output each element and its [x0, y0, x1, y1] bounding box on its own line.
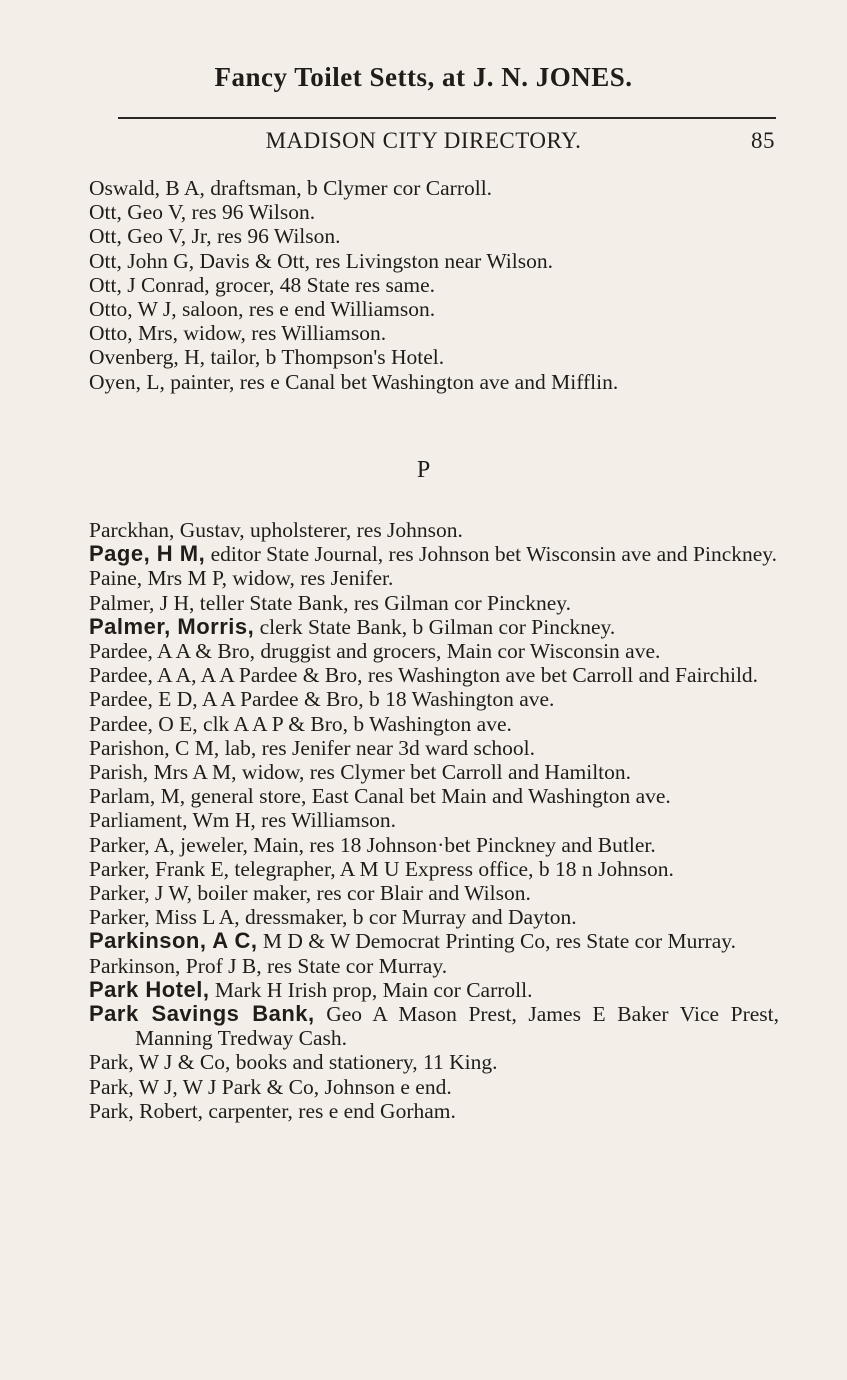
entry-text: Park, W J & Co, books and stationery, 11 King.: [89, 1050, 498, 1075]
directory-entry: [89, 297, 779, 321]
entry-text: Paine, Mrs M P, widow, res Jenifer.: [89, 566, 394, 591]
entry-text: Ott, J Conrad, grocer, 48 State res same.: [89, 272, 436, 297]
header-rule: [118, 117, 776, 119]
entry-text: Palmer, J H, teller State Bank, res Gilman cor Pinckney.: [89, 590, 571, 615]
directory-entry: [89, 615, 779, 639]
entry-text: Oswald, B A, draftsman, b Clymer cor Carroll.: [89, 176, 493, 200]
directory-entry: [89, 760, 779, 784]
directory-entry: [89, 370, 779, 394]
advertisement-banner: Fancy Toilet Setts, at J. N. JONES.: [214, 62, 633, 92]
entry-text: Parish, Mrs A M, widow, res Clymer bet Carroll and Hamilton.: [89, 760, 632, 785]
entry-text: Pardee, A A & Bro, druggist and grocers, Main cor Wisconsin ave.: [89, 639, 661, 664]
entry-text: Parker, A, jeweler, Main, res 18 Johnson·bet Pinckney and Butler.: [89, 832, 656, 857]
directory-entry: [89, 833, 779, 857]
directory-entry: [89, 321, 779, 345]
section-letter: P: [416, 457, 431, 483]
entry-bold-name: Palmer, Morris,: [89, 613, 255, 639]
entry-text: Geo A Mason Prest, James E Baker Vice Prest, Manning Tredway Cash.: [135, 1002, 779, 1051]
directory-entry: [89, 663, 779, 687]
directory-entry: [89, 591, 779, 615]
directory-entry: [89, 542, 779, 566]
entry-text: Parckhan, Gustav, upholsterer, res Johnson.: [89, 518, 463, 542]
directory-entry: [89, 518, 779, 542]
entry-text: Park, W J, W J Park & Co, Johnson e end.: [89, 1074, 452, 1099]
entry-text: Parlam, M, general store, East Canal bet Main and Washington ave.: [89, 784, 671, 809]
directory-entry: [89, 978, 779, 1002]
entry-text: Park, Robert, carpenter, res e end Gorham.: [89, 1098, 456, 1123]
directory-entry: [89, 1050, 779, 1074]
directory-entry: [89, 249, 779, 273]
entry-text: Parker, Miss L A, dressmaker, b cor Murray and Dayton.: [89, 905, 577, 930]
entry-text: Parishon, C M, lab, res Jenifer near 3d ward school.: [89, 735, 536, 760]
directory-entry: [89, 200, 779, 224]
entry-text: Oyen, L, painter, res e Canal bet Washington ave and Mifflin.: [89, 369, 619, 394]
directory-entry: [89, 176, 779, 200]
entry-text: M D & W Democrat Printing Co, res State cor Murray.: [257, 929, 736, 954]
entry-text: Ovenberg, H, tailor, b Thompson's Hotel.: [89, 345, 445, 370]
directory-entry: [89, 929, 779, 953]
entry-text: Otto, W J, saloon, res e end Williamson.: [89, 297, 436, 322]
directory-entry: [89, 784, 779, 808]
entry-text: Parker, J W, boiler maker, res cor Blair and Wilson.: [89, 881, 531, 906]
directory-entry: [89, 1002, 779, 1050]
directory-entry: [89, 712, 779, 736]
entry-bold-name: Parkinson, A C,: [89, 928, 258, 954]
entry-text: Parker, Frank E, telegrapher, A M U Express office, b 18 n Johnson.: [89, 856, 674, 881]
directory-entry: [89, 954, 779, 978]
entry-text: editor State Journal, res Johnson bet Wisconsin ave and Pinckney.: [205, 542, 778, 567]
entry-list-p: [89, 518, 779, 1123]
directory-entry: [89, 1075, 779, 1099]
entry-text: Pardee, O E, clk A A P & Bro, b Washington ave.: [89, 711, 512, 736]
running-header: [0, 128, 847, 160]
entry-list-o: [89, 176, 779, 394]
directory-entry: [89, 905, 779, 929]
directory-entry: [89, 1099, 779, 1123]
directory-entry: [89, 881, 779, 905]
entry-text: Ott, Geo V, res 96 Wilson.: [89, 200, 316, 225]
directory-entry: [89, 345, 779, 369]
directory-entry: [89, 224, 779, 248]
entry-text: Mark H Irish prop, Main cor Carroll.: [209, 977, 533, 1002]
entry-bold-name: Park Savings Bank,: [89, 1001, 315, 1027]
directory-entry: [89, 857, 779, 881]
entry-text: Pardee, A A, A A Pardee & Bro, res Washington ave bet Carroll and Fairchild.: [89, 663, 759, 688]
entry-text: clerk State Bank, b Gilman cor Pinckney.: [254, 614, 616, 639]
directory-entry: [89, 736, 779, 760]
entry-text: Otto, Mrs, widow, res Williamson.: [89, 321, 387, 346]
directory-entry: [89, 566, 779, 590]
entry-text: Parliament, Wm H, res Williamson.: [89, 808, 397, 833]
page-title: MADISON CITY DIRECTORY.: [265, 128, 582, 153]
directory-entry: [89, 273, 779, 297]
directory-entry: [89, 808, 779, 832]
entry-bold-name: Park Hotel,: [89, 976, 210, 1002]
entry-text: Pardee, E D, A A Pardee & Bro, b 18 Washington ave.: [89, 687, 555, 712]
directory-entry: [89, 639, 779, 663]
page-number: 85: [751, 128, 775, 153]
entry-text: Ott, Geo V, Jr, res 96 Wilson.: [89, 224, 341, 249]
directory-entry: [89, 687, 779, 711]
entry-text: Ott, John G, Davis & Ott, res Livingston near Wilson.: [89, 248, 553, 273]
entry-bold-name: Page, H M,: [89, 541, 206, 567]
entry-text: Parkinson, Prof J B, res State cor Murray.: [89, 953, 448, 978]
